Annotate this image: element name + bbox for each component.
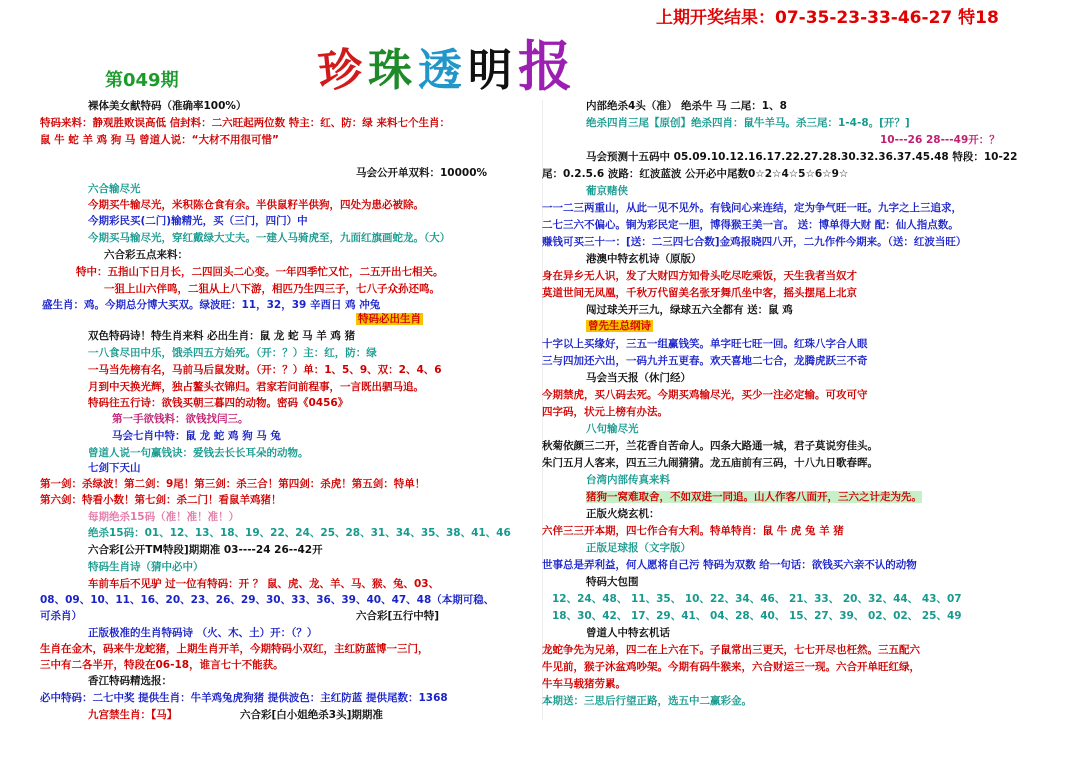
left-line: 六合彩[五行中特] <box>356 610 440 622</box>
right-line: 12、24、48、 11、35、 10、22、34、46、 21、33、 20、32、44、 43、07 <box>552 593 962 605</box>
left-line: 六合彩五点来料： <box>104 249 188 261</box>
right-line: 赚钱可买三十一：[送：二三四七合数]金鸡报晓四八开，二九作件今期来。（送：红波当旺） <box>542 236 967 248</box>
right-line: 曾道人中特玄机话 <box>586 627 670 639</box>
right-line: 今期禁虎，买八码去死。今期买鸡输尽光，买少一注必定输。可攻可守 <box>542 389 868 401</box>
right-line: 内部绝杀4头（准） 绝杀牛 马 二尾：1、8 <box>586 100 787 112</box>
right-line <box>586 491 922 504</box>
left-line: 绝杀15码：01、12、13、18、19、22、24、25、28、31、34、35、38、41、46 <box>88 527 511 539</box>
highlight-label: 曾先生总纲诗 <box>588 320 651 332</box>
left-line: 今期买马输尽光，穿红戴绿大丈夫。一建人马骑虎至，九面红旗画蛇龙。（大） <box>88 232 451 244</box>
left-line: 第一剑：杀绿波！第二剑：9尾！第三剑：杀三合！第四剑：杀虎！第五剑：特单！ <box>40 478 426 490</box>
left-line: 马会七肖中特：鼠 龙 蛇 鸡 狗 马 兔 <box>112 430 281 442</box>
right-line: 龙蛇争先为兄弟，四二在上六在下。子鼠常出三更天，七七开尽也枉然。三五配六 <box>542 644 920 656</box>
left-line: 生肖在金木，码来牛龙蛇猪，上期生肖开羊，今期特码小双红，主红防蓝博一三门， <box>40 643 429 655</box>
left-line: 马会公开单双料：10000% <box>356 167 488 179</box>
right-line: 马会当天报（休门经） <box>586 372 691 384</box>
left-line: 裸体美女献特码（准确率100%） <box>88 100 247 112</box>
last-draw-result: 上期开奖结果：07-35-23-33-46-27 特18 <box>656 8 999 28</box>
left-line: 盛生肖：鸡。今期总分博大买双。绿波旺：11，32，39 辛酉日 鸡 冲兔 <box>42 299 381 311</box>
right-line: 本期送：三思后行望正路，选五中二赢彩金。 <box>542 695 752 707</box>
right-line <box>586 320 653 333</box>
title-char: 报 <box>518 34 578 98</box>
left-line: 七剑下天山 <box>88 462 141 474</box>
right-line: 六伴三三开本期，四七作合有大利。特单特肖：鼠 牛 虎 兔 羊 猪 <box>542 525 844 537</box>
newspaper-title <box>315 24 578 101</box>
right-line: 一一二三两重山，从此一见不见外。有钱问心来连结，定为争气旺一旺。九字之上三追求， <box>542 202 962 214</box>
left-line: 车前车后不见驴 过一位有特码：开 ？ 鼠、虎、龙、羊、马、猴、兔、03、 <box>88 578 440 590</box>
left-line: 今期买牛输尽光，米积陈仓食有余。半供鼠籽半供狗，四处为患必被除。 <box>88 199 424 211</box>
left-line: 九宫禁生肖：【马】 <box>88 709 178 721</box>
right-line: 葡京赌侠 <box>586 185 628 197</box>
right-line: 10---26 28---49开：？ <box>880 134 1000 146</box>
left-line: 三中有二各半开，特段在06-18，谁言七十不能获。 <box>40 659 284 671</box>
left-line: 特码往五行诗：欲钱买朝三暮四的动物。密码《0456》 <box>88 397 349 409</box>
left-line: 特码来料：静观胜败误高低 信封料：二六旺起两位数 特主：红、防：绿 来料七个生肖： <box>40 117 450 129</box>
right-line: 绝杀四肖三尾【原创】绝杀四肖：鼠牛羊马。杀三尾：1-4-8。[开？] <box>586 117 910 129</box>
right-line: 马会预测十五码中 05.09.10.12.16.17.22.27.28.30.32.36.37.45.48 特段：10-22 <box>586 151 1018 163</box>
left-line: 正版极准的生肖特码诗 （火、木、土）开：（？） <box>88 627 318 639</box>
right-line: 身在异乡无人识，发了大财四方知骨头吃尽吃乘饭，天生我者当奴才 <box>542 270 857 282</box>
left-line <box>356 313 423 326</box>
right-line: 三与四加还六出，一码九并五更春。欢天喜地二七合，龙腾虎跃三不奇 <box>542 355 868 367</box>
left-line: 六合彩[公开TM特段]期期准 03----24 26--42开 <box>88 544 323 556</box>
left-line: 特中：五指山下日月长，二四回头二心变。一年四季忙又忙，二五开出七相关。 <box>76 266 444 278</box>
right-line: 港澳中特玄机诗（原版） <box>586 253 702 265</box>
right-line: 台湾内部传真来料 <box>586 474 670 486</box>
left-line: 08、09、10、11、16、20、23、26、29、30、33、36、39、40、47、48（本期可稳、 <box>40 594 495 606</box>
left-line: 必中特码：二七中奖 提供生肖：牛羊鸡兔虎狗猪 提供波色：主红防蓝 提供尾数：1368 <box>40 692 448 704</box>
right-line: 四字码，状元上榜有办法。 <box>542 406 668 418</box>
right-line: 朱门五月人客来，四五三九闹猜猜。龙五庙前有三码，十八九日歌春晖。 <box>542 457 878 469</box>
right-line: 秋菊依颜三二开，兰花香自苦命人。四条大路通一城，君子莫说穷佳头。 <box>542 440 878 452</box>
right-line: 18、30、42、 17、29、41、 04、28、40、 15、27、39、 02、02、 25、49 <box>552 610 962 622</box>
left-line: 可杀肖） <box>40 610 82 622</box>
title-char: 珍 <box>315 42 371 99</box>
right-line: 闯过球关开三九，绿球五六全都有 送：鼠 鸡 <box>586 304 793 316</box>
right-line: 尾：0.2.5.6 波路：红波蓝波 公开必中尾数0☆2☆4☆5☆6☆9☆ <box>542 168 849 180</box>
right-line: 世事总是弄利益，何人愿将自己污 特码为双数 给一句话：欲钱买六亲不认的动物 <box>542 559 917 571</box>
left-line: 一狙上山六伴鸣，二狙从上八下游，相匹乃生四三子，七八子众孙还鸣。 <box>104 283 440 295</box>
right-line: 二七三六不偏心。锏为彩民定一胆，博得猴王美一言。 送：博单得大财 配：仙人指点数。 <box>542 219 959 231</box>
left-line: 月到中天换光辉，独占鳌头衣锦归。君家若问前程事，一言既出驷马追。 <box>88 381 424 393</box>
left-line: 六合输尽光 <box>88 183 141 195</box>
right-line: 牛见前，猴子沐盆鸡吵架。今期有码牛猴来，六合财运三一现。六合开单旺红绿， <box>542 661 920 673</box>
right-line: 莫道世间无凤凰，千秋万代留美名张牙舞爪坐中客，摇头摆尾上北京 <box>542 287 857 299</box>
right-line: 正版足球报（文字版） <box>586 542 691 554</box>
right-line: 八句输尽光 <box>586 423 639 435</box>
highlight-label: 猪狗一窝难取舍，不如双进一同追。山人作客八面开，三六之计走为先。 <box>586 491 922 503</box>
issue-number: 第049期 <box>105 70 179 91</box>
title-char: 珠 <box>368 45 418 96</box>
left-line: 一八食尽田中乐，饿杀四五方始死。（开：？）主：红，防：绿 <box>88 347 377 359</box>
left-line: 一马当先榜有名，马前马后鼠发财。（开：？）单：1、5、9、双：2、4、6 <box>88 364 442 376</box>
left-line: 曾道人说一句赢钱诀：爱钱去长长耳朵的动物。 <box>88 447 309 459</box>
left-line: 每期绝杀15码（准！准！准！） <box>88 511 240 523</box>
title-char: 透 <box>418 45 468 96</box>
left-line: 今期彩民买(二门)输精光，买（三门，四门）中 <box>88 215 308 227</box>
left-line: 第六剑：特看小数！第七剑：杀二门！看鼠羊鸡猪！ <box>40 494 282 506</box>
title-char: 明 <box>468 45 518 96</box>
right-line: 牛车马载猪劳累。 <box>542 678 626 690</box>
left-line: 第一手欲钱料：欲钱找闫三。 <box>112 413 249 425</box>
right-line: 正版火烧玄机： <box>586 508 660 520</box>
highlight-label: 特码必出生肖 <box>358 313 421 325</box>
right-line: 特码大包围 <box>586 576 639 588</box>
left-line: 双色特码诗！特生肖来料 必出生肖：鼠 龙 蛇 马 羊 鸡 猪 <box>88 330 356 342</box>
right-line: 十字以上买缘好，三五一组赢钱笑。单字旺七旺一回。红珠八字合人眼 <box>542 338 868 350</box>
left-line: 特码生肖诗（猜中必中） <box>88 561 204 573</box>
left-line: 香江特码精选报： <box>88 675 172 687</box>
left-line: 鼠 牛 蛇 羊 鸡 狗 马 曾道人说：“大材不用很可惜” <box>40 134 279 146</box>
left-line: 六合彩[白小姐绝杀3头]期期准 <box>240 709 383 721</box>
